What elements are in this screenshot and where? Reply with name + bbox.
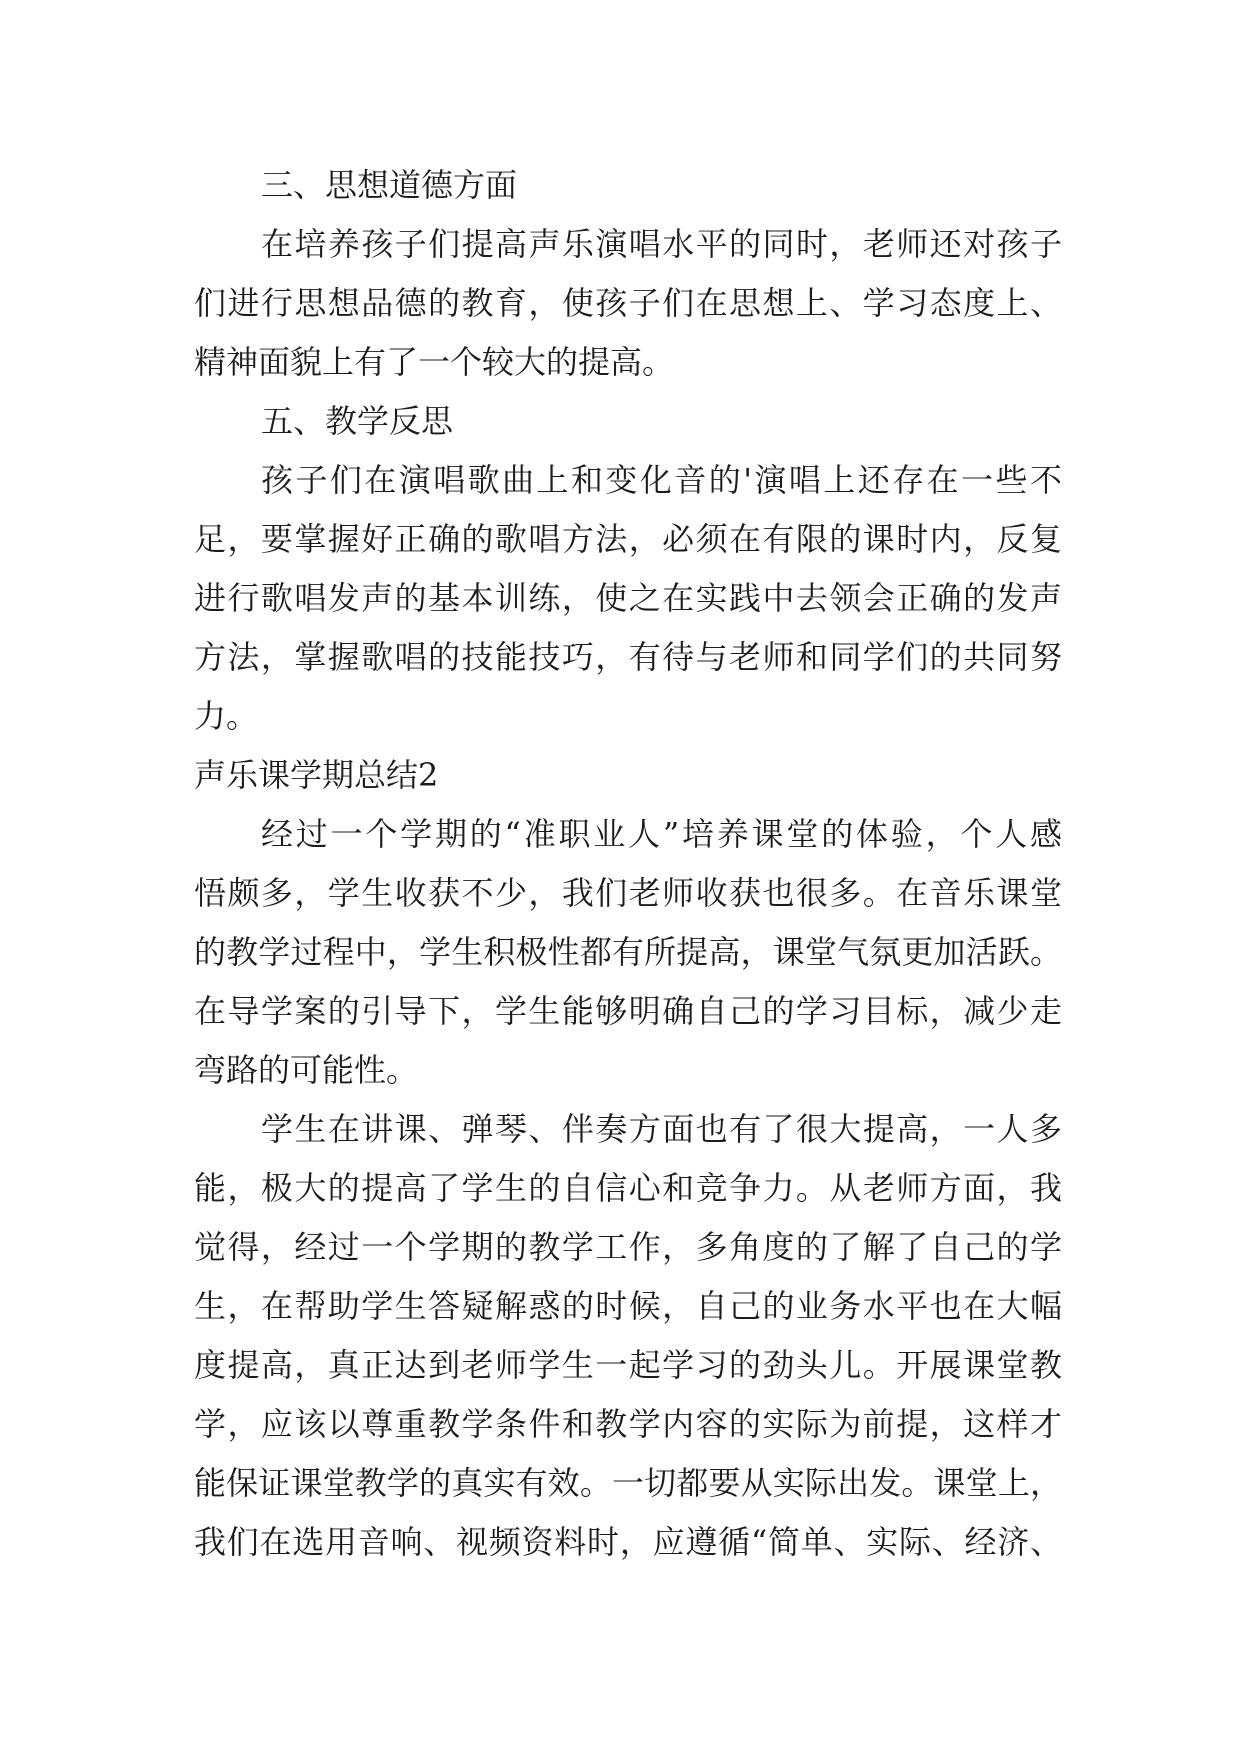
text-line: 足，要掌握好正确的歌唱方法，必须在有限的课时内，反复 — [194, 520, 1062, 558]
text-line: 的教学过程中，学生积极性都有所提高，课堂气氛更加活跃。 — [194, 933, 1062, 971]
text-line: 学生在讲课、弹琴、伴奏方面也有了很大提高，一人多 — [261, 1110, 1062, 1148]
text-line: 度提高，真正达到老师学生一起学习的劲头儿。开展课堂教 — [194, 1346, 1062, 1384]
text-line: 弯路的可能性。 — [194, 1051, 419, 1089]
text-line: 们进行思想品德的教育，使孩子们在思想上、学习态度上、 — [194, 284, 1062, 322]
text-line: 在培养孩子们提高声乐演唱水平的同时，老师还对孩子 — [261, 225, 1062, 263]
text-line: 在导学案的引导下，学生能够明确自己的学习目标，减少走 — [194, 992, 1062, 1030]
text-line: 悟颇多，学生收获不少，我们老师收获也很多。在音乐课堂 — [194, 874, 1062, 912]
text-line: 经过一个学期的“准职业人”培养课堂的体验，个人感 — [261, 815, 1062, 853]
paragraph — [194, 1100, 1062, 1572]
text-line: 力。 — [194, 697, 259, 735]
text-line: 精神面貌上有了一个较大的提高。 — [194, 343, 675, 381]
text-line: 学，应该以尊重教学条件和教学内容的实际为前提，这样才 — [194, 1405, 1062, 1443]
document-body — [194, 156, 1062, 1572]
section-heading: 三、思想道德方面 — [261, 166, 518, 204]
text-line: 能保证课堂教学的真实有效。一切都要从实际出发。课堂上， — [194, 1464, 1062, 1502]
paragraph — [194, 215, 1062, 392]
text-line: 孩子们在演唱歌曲上和变化音的'演唱上还存在一些不 — [261, 461, 1062, 499]
text-line: 我们在选用音响、视频资料时，应遵循“简单、实际、经济、 — [194, 1523, 1062, 1561]
section-heading: 五、教学反思 — [261, 402, 454, 440]
text-line: 方法，掌握歌唱的技能技巧，有待与老师和同学们的共同努 — [194, 638, 1062, 676]
text-line: 生，在帮助学生答疑解惑的时候，自己的业务水平也在大幅 — [194, 1287, 1062, 1325]
text-line: 觉得，经过一个学期的教学工作，多角度的了解了自己的学 — [194, 1228, 1062, 1266]
document-title: 声乐课学期总结2 — [194, 756, 439, 794]
text-line: 能，极大的提高了学生的自信心和竞争力。从老师方面，我 — [194, 1169, 1062, 1207]
paragraph — [194, 805, 1062, 1100]
paragraph — [194, 451, 1062, 746]
text-line: 进行歌唱发声的基本训练，使之在实践中去领会正确的发声 — [194, 579, 1062, 617]
